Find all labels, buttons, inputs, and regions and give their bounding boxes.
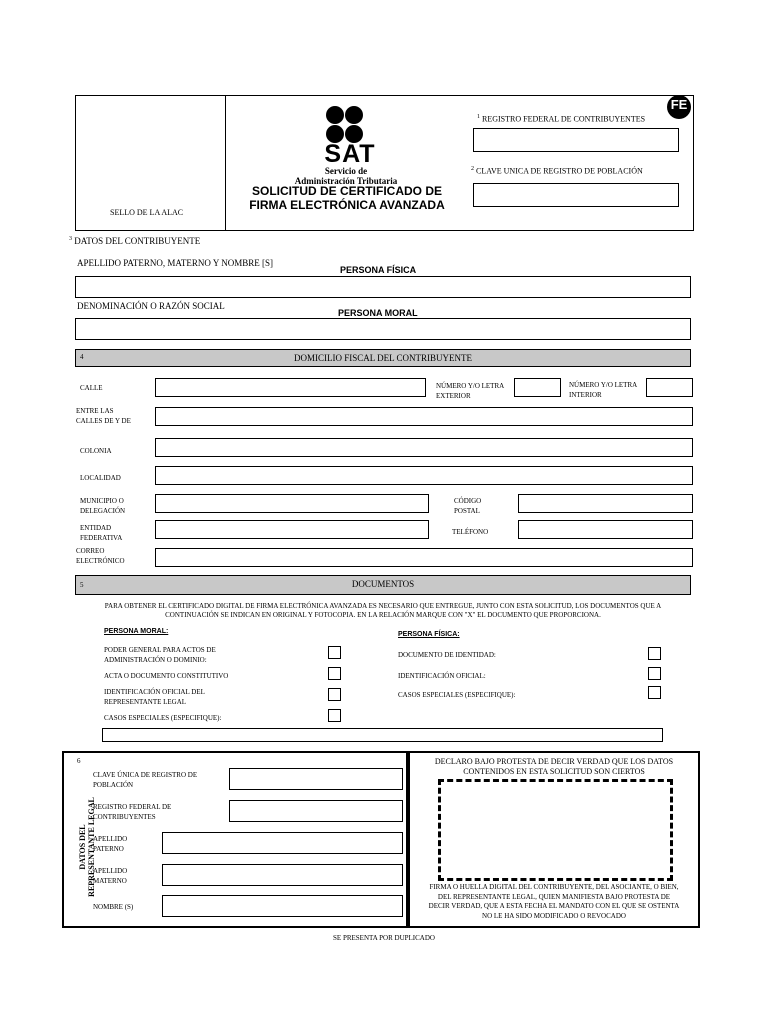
checkbox-identificacion-representante[interactable] (328, 688, 341, 701)
checkbox-acta-constitutiva[interactable] (328, 667, 341, 680)
num-ext-line1: NÚMERO Y/O LETRA (436, 382, 505, 390)
rfc-label-text: REGISTRO FEDERAL DE CONTRIBUYENTES (482, 114, 646, 124)
entre-line2: CALLES DE Y DE (76, 417, 131, 425)
section3-title (69, 234, 200, 247)
persona-fisica-heading: PERSONA FÍSICA: (398, 631, 460, 638)
moral-item-poder-line1: PODER GENERAL PARA ACTOS DE (104, 646, 216, 654)
rep-ap-mat-line1: APELLIDO (93, 867, 128, 875)
declaracion-line2: CONTENIDOS EN ESTA SOLICITUD SON CIERTOS (463, 767, 645, 776)
entidad-label (80, 523, 122, 543)
moral-item-identificacion (104, 687, 205, 707)
municipio-line2: DELEGACIÓN (80, 507, 126, 515)
rep-apellido-materno-input[interactable] (162, 864, 403, 886)
codigo-postal-input[interactable] (518, 494, 693, 513)
rep-curp-line2: POBLACIÓN (93, 781, 134, 789)
telefono-label: TELÉFONO (452, 528, 489, 536)
sat-line1: Servicio de (324, 166, 368, 176)
fisica-item-documento-identidad: DOCUMENTO DE IDENTIDAD: (398, 651, 496, 659)
rfc-label (477, 112, 645, 125)
header-divider (225, 95, 226, 231)
rep-apellido-paterno-label (93, 834, 127, 854)
documentos-instructions (75, 602, 691, 620)
rep-curp-line1: CLAVE ÚNICA DE REGISTRO DE (93, 771, 198, 779)
vertical-line1: DATOS DEL (78, 824, 87, 870)
codigo-line2: POSTAL (454, 507, 480, 515)
moral-item-casos-especiales: CASOS ESPECIALES (ESPECIFIQUE): (104, 714, 222, 722)
num-int-input[interactable] (646, 378, 693, 397)
sello-label: SELLO DE LA ALAC (110, 208, 184, 217)
curp-input[interactable] (473, 183, 679, 207)
colonia-label: COLONIA (80, 447, 112, 455)
num-int-line1: NÚMERO Y/O LETRA (569, 381, 638, 389)
rfc-input[interactable] (473, 128, 679, 152)
num-ext-line2: EXTERIOR (436, 392, 471, 400)
declaracion-line1: DECLARO BAJO PROTESTA DE DECIR VERDAD QUE LOS DATOS (434, 757, 674, 766)
fe-badge: FE (667, 95, 691, 119)
apellido-input[interactable] (75, 276, 691, 298)
rep-ap-pat-line2: PATERNO (93, 845, 124, 853)
checkbox-poder-general[interactable] (328, 646, 341, 659)
moral-item-poder-line2: ADMINISTRACIÓN O DOMINIO: (104, 656, 207, 664)
section3-title-text: DATOS DEL CONTRIBUYENTE (74, 236, 201, 246)
entre-calles-input[interactable] (155, 407, 693, 426)
curp-label (471, 164, 643, 177)
rep-ap-pat-line1: APELLIDO (93, 835, 128, 843)
section3-num: 3 (69, 236, 72, 242)
firma-line2: DEL REPRESENTANTE LEGAL, QUIEN MANIFIESTA BAJO PROTESTA DE (437, 892, 671, 901)
moral-item-acta: ACTA O DOCUMENTO CONSTITUTIVO (104, 672, 229, 680)
denominacion-label: DENOMINACIÓN O RAZÓN SOCIAL (77, 301, 225, 311)
municipio-input[interactable] (155, 494, 429, 513)
section5-title: DOCUMENTOS (351, 579, 415, 589)
calle-input[interactable] (155, 378, 426, 397)
localidad-input[interactable] (155, 466, 693, 485)
firma-area[interactable] (438, 779, 673, 881)
rep-nombre-input[interactable] (162, 895, 403, 917)
telefono-input[interactable] (518, 520, 693, 539)
rep-curp-label (93, 770, 197, 790)
checkbox-identificacion-oficial[interactable] (648, 667, 661, 680)
municipio-label (80, 496, 125, 516)
firma-line3: DECIR VERDAD, QUE A ESTA FECHA EL MANDATO CON EL QUE SE OSTENTA (428, 902, 680, 910)
codigo-postal-label (454, 496, 481, 516)
sat-logo (294, 104, 400, 190)
form-title-line2: FIRMA ELECTRÓNICA AVANZADA (249, 198, 445, 212)
firma-line1: FIRMA O HUELLA DIGITAL DEL CONTRIBUYENTE, DEL ASOCIANTE, O BIEN, (429, 883, 679, 891)
section5-num: 5 (80, 581, 84, 589)
persona-moral-label: PERSONA MORAL (338, 308, 418, 318)
num-int-label (569, 380, 637, 400)
rep-rfc-label (93, 802, 171, 822)
section4-num: 4 (80, 353, 84, 361)
calle-label: CALLE (80, 384, 103, 392)
rep-rfc-line1: REGISTRO FEDERAL DE (93, 803, 172, 811)
rfc-num: 1 (477, 114, 480, 120)
correo-line2: ELECTRÓNICO (76, 557, 125, 565)
instr-line2: CONTINUACIÓN SE INDICAN EN ORIGINAL Y FOTOCOPIA. EN LA RELACIÓN MARQUE CON "X" EL DOCUMENTO QUE PROPORCIONA. (165, 611, 601, 619)
checkbox-moral-casos-especiales[interactable] (328, 709, 341, 722)
correo-line1: CORREO (76, 547, 105, 555)
correo-input[interactable] (155, 548, 693, 567)
entidad-line1: ENTIDAD (80, 524, 112, 532)
vertical-line2: REPRESENTANTE LEGAL (87, 797, 96, 897)
form-title-line1: SOLICITUD DE CERTIFICADO DE (251, 184, 442, 198)
denominacion-input[interactable] (75, 318, 691, 340)
checkbox-documento-identidad[interactable] (648, 647, 661, 660)
sat-line2: Administración Tributaria (294, 176, 398, 186)
entidad-line2: FEDERATIVA (80, 534, 123, 542)
colonia-input[interactable] (155, 438, 693, 457)
entidad-input[interactable] (155, 520, 429, 539)
fisica-item-casos-especiales: CASOS ESPECIALES (ESPECIFIQUE): (398, 691, 516, 699)
section6-num: 6 (77, 757, 81, 765)
moral-item-identificacion-line2: REPRESENTANTE LEGAL (104, 698, 187, 706)
apellido-label: APELLIDO PATERNO, MATERNO Y NOMBRE [S] (77, 258, 274, 268)
section4-title: DOMICILIO FISCAL DEL CONTRIBUYENTE (293, 353, 473, 363)
declaracion-title (410, 757, 698, 777)
sat-logo-text: SAT (324, 140, 376, 168)
moral-item-poder (104, 645, 216, 665)
num-ext-label (436, 381, 504, 401)
rep-ap-mat-line2: MATERNO (93, 877, 127, 885)
instr-line1: PARA OBTENER EL CERTIFICADO DIGITAL DE FIRMA ELECTRÓNICA AVANZADA ES NECESARIO QUE ENTREGUE, JUNTO CON ESTA SOLICITUD, LOS DOCUMENTOS QUE A (104, 602, 662, 610)
form-title (236, 184, 458, 212)
persona-moral-heading: PERSONA MORAL: (104, 628, 169, 635)
casos-especiales-input[interactable] (102, 728, 663, 742)
fisica-item-identificacion: IDENTIFICACIÓN OFICIAL: (398, 672, 486, 680)
num-int-line2: INTERIOR (569, 391, 602, 399)
rep-nombre-label: NOMBRE (S) (93, 903, 134, 911)
firma-line4: NO LE HA SIDO MODIFICADO O REVOCADO (482, 911, 626, 920)
codigo-line1: CÓDIGO (454, 497, 482, 505)
duplicado-footer: SE PRESENTA POR DUPLICADO (333, 934, 435, 942)
rep-apellido-paterno-input[interactable] (162, 832, 403, 854)
moral-item-identificacion-line1: IDENTIFICACIÓN OFICIAL DEL (104, 688, 205, 696)
firma-caption (410, 883, 698, 921)
correo-label (76, 546, 125, 566)
rep-rfc-input[interactable] (229, 800, 403, 822)
checkbox-fisica-casos-especiales[interactable] (648, 686, 661, 699)
num-ext-input[interactable] (514, 378, 561, 397)
persona-fisica-label: PERSONA FÍSICA (340, 265, 417, 275)
rep-curp-input[interactable] (229, 768, 403, 790)
rep-apellido-materno-label (93, 866, 127, 886)
municipio-line1: MUNICIPIO O (80, 497, 124, 505)
entre-calles-label (76, 406, 131, 426)
curp-label-text: CLAVE UNICA DE REGISTRO DE POBLACIÓN (476, 166, 643, 176)
rep-rfc-line2: CONTRIBUYENTES (93, 813, 156, 821)
entre-line1: ENTRE LAS (76, 407, 114, 415)
localidad-label: LOCALIDAD (80, 474, 121, 482)
curp-num: 2 (471, 166, 474, 172)
